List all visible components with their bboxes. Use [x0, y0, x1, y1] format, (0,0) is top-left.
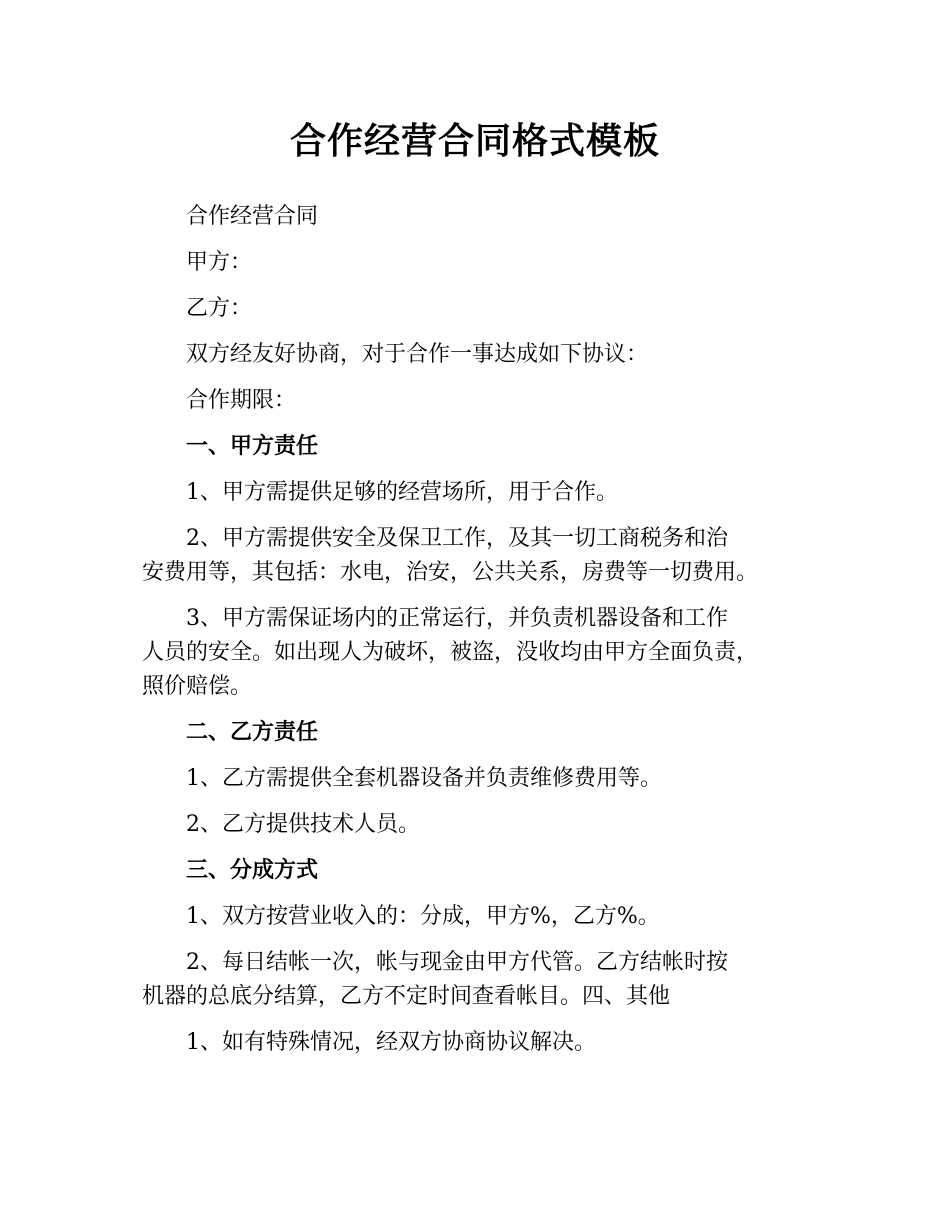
paragraph-line: 1、双方按营业收入的：分成，甲方%，乙方%。 [186, 904, 660, 929]
clause-b-2 [142, 808, 842, 842]
paragraph-line: 2、每日结帐一次，帐与现金由甲方代管。乙方结帐时按 [186, 950, 728, 975]
term-paragraph [142, 384, 842, 418]
paragraph-line: 3、甲方需保证场内的正常运行，并负责机器设备和工作 [186, 606, 728, 631]
clause-c-2 [142, 946, 842, 1014]
paragraph-line: 乙方： [186, 296, 253, 321]
paragraph-line: 1、甲方需提供足够的经营场所，用于合作。 [186, 480, 618, 505]
paragraph-line: 人员的安全。如出现人为破坏，被盗，没收均由甲方全面负责， [142, 640, 759, 665]
paragraph-line: 双方经友好协商，对于合作一事达成如下协议： [186, 342, 649, 367]
paragraph-line: 2、甲方需提供安全及保卫工作，及其一切工商税务和治 [186, 526, 728, 551]
section-heading-text: 三、分成方式 [186, 858, 319, 883]
paragraph-line: 合作经营合同 [186, 204, 319, 229]
document-title: 合作经营合同格式模板 [289, 121, 660, 162]
section-heading-party-a [142, 430, 842, 464]
clause-b-1 [142, 762, 842, 796]
paragraph-line: 合作期限： [186, 388, 297, 413]
clause-a-3 [142, 602, 842, 704]
paragraph-line: 安费用等，其包括：水电，治安，公共关系，房费等一切费用。 [142, 560, 759, 585]
clause-d-1 [142, 1026, 842, 1060]
document-body [142, 200, 842, 1072]
section-heading-text: 一、甲方责任 [186, 434, 319, 459]
clause-a-2 [142, 522, 842, 590]
section-heading-text: 二、乙方责任 [186, 720, 319, 745]
preamble-paragraph [142, 338, 842, 372]
party-a-paragraph [142, 246, 842, 280]
paragraph-line: 甲方： [186, 250, 253, 275]
section-heading-party-b [142, 716, 842, 750]
section-heading-profit-sharing [142, 854, 842, 888]
clause-a-1 [142, 476, 842, 510]
party-b-paragraph [142, 292, 842, 326]
paragraph-line: 1、乙方需提供全套机器设备并负责维修费用等。 [186, 766, 662, 791]
paragraph-line: 2、乙方提供技术人员。 [186, 812, 420, 837]
paragraph-line: 照价赔偿。 [142, 674, 253, 699]
paragraph-line: 机器的总底分结算，乙方不定时间查看帐目。四、其他 [142, 984, 671, 1009]
contract-name-paragraph [142, 200, 842, 234]
clause-c-1 [142, 900, 842, 934]
paragraph-line: 1、如有特殊情况，经双方协商协议解决。 [186, 1030, 596, 1055]
